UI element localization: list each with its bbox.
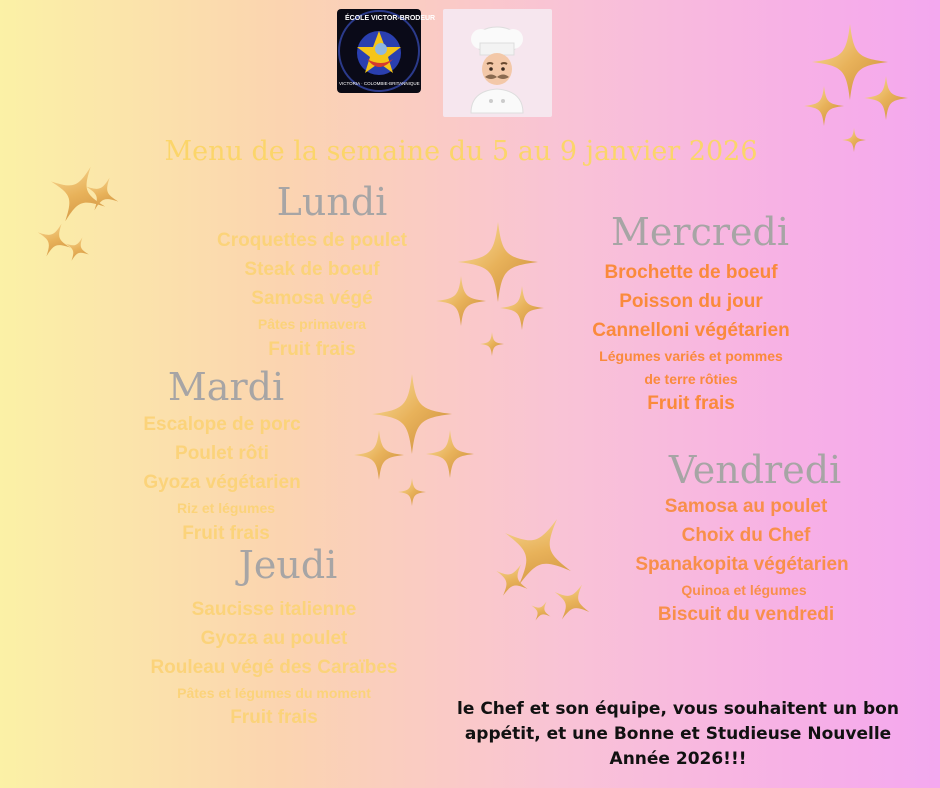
- menu-item: Biscuit du vendredi: [657, 604, 835, 625]
- day-heading-vendredi: Vendredi: [668, 448, 842, 492]
- sparkle-icon: [436, 276, 486, 326]
- menu-item: Fruit frais: [647, 393, 735, 414]
- closing-line: appétit, et une Bonne et Studieuse Nouvelle: [464, 724, 892, 744]
- sparkle-icon: [426, 430, 474, 478]
- closing-line: le Chef et son équipe, vous souhaitent un bon: [457, 699, 899, 719]
- chef-emoji-icon: [443, 9, 552, 117]
- sparkle-icon: [842, 128, 866, 152]
- menu-item: Cannelloni végétarien: [592, 320, 790, 341]
- closing-message: [456, 697, 900, 772]
- menu-item: Poisson du jour: [619, 291, 763, 312]
- menu-item: Spanakopita végétarien: [635, 554, 849, 575]
- menu-item: Croquettes de poulet: [216, 230, 408, 251]
- menu-item: Riz et légumes: [176, 500, 276, 516]
- menu-item: Gyoza au poulet: [200, 628, 348, 649]
- closing-line: Année 2026!!!: [609, 749, 747, 769]
- menu-item: Choix du Chef: [681, 525, 811, 546]
- menu-item: Gyoza végétarien: [143, 472, 301, 493]
- sparkle-icon: [398, 478, 426, 506]
- menu-item: Saucisse italienne: [191, 599, 357, 620]
- menu-item: Fruit frais: [268, 339, 356, 360]
- menu-item: Rouleau végé des Caraïbes: [150, 657, 398, 678]
- menu-item: de terre rôties: [644, 371, 738, 387]
- sparkle-icon: [500, 286, 544, 330]
- day-heading-mercredi: Mercredi: [611, 210, 789, 254]
- school-logo: [337, 9, 436, 93]
- day-heading-jeudi: Jeudi: [238, 543, 338, 587]
- menu-item: Brochette de boeuf: [604, 262, 778, 283]
- menu-item: Samosa au poulet: [664, 496, 828, 517]
- menu-item: Fruit frais: [182, 523, 270, 544]
- logo-text-bottom: VICTORIA · COLOMBIE-BRITANNIQUE: [339, 81, 420, 86]
- menu-item: Légumes variés et pommes: [599, 348, 783, 364]
- menu-item: Steak de boeuf: [244, 259, 380, 280]
- sparkle-icon: [354, 430, 404, 480]
- menu-item: Escalope de porc: [143, 414, 301, 435]
- menu-item: Fruit frais: [230, 707, 318, 728]
- menu-item: Quinoa et légumes: [681, 582, 807, 598]
- day-heading-lundi: Lundi: [276, 180, 388, 224]
- sparkle-icon: [864, 76, 908, 120]
- logo-text-top: ÉCOLE VICTOR-BRODEUR: [345, 15, 436, 22]
- page-title: Menu de la semaine du 5 au 9 janvier 2026: [164, 136, 758, 167]
- menu-item: Poulet rôti: [175, 443, 269, 464]
- sparkle-icon: [480, 332, 504, 356]
- menu-item: Pâtes primavera: [257, 316, 367, 332]
- day-heading-mardi: Mardi: [167, 365, 285, 409]
- menu-item: Pâtes et légumes du moment: [177, 685, 371, 701]
- menu-item: Samosa végé: [251, 288, 373, 309]
- sparkle-icon: [804, 86, 844, 126]
